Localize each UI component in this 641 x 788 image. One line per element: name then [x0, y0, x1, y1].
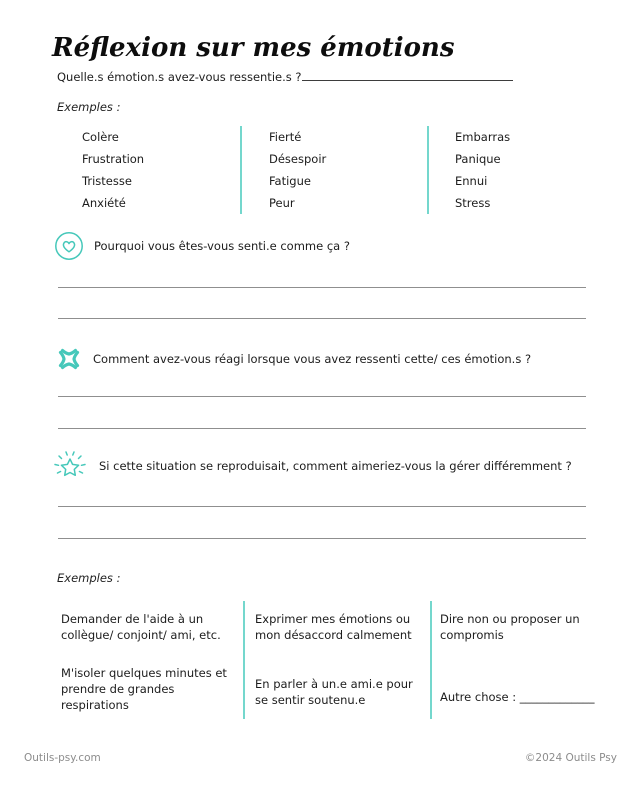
emotion-item: Panique	[455, 152, 501, 166]
emotion-item: Désespoir	[269, 152, 327, 166]
emotions-examples-table	[57, 126, 586, 214]
emotion-item: Stress	[455, 196, 491, 210]
question-emotions-felt	[57, 68, 513, 84]
emotion-item: Ennui	[455, 174, 488, 188]
emotion-item: Frustration	[82, 152, 145, 166]
page-title: Réflexion sur mes émotions	[52, 33, 455, 64]
examples-heading-strategies: Exemples :	[57, 571, 121, 585]
question-how-reacted	[55, 344, 531, 374]
answer-line	[58, 428, 586, 429]
answer-blank-line	[302, 68, 513, 81]
answer-line	[58, 506, 586, 507]
heart-circle-icon	[54, 231, 84, 261]
emotion-item: Colère	[82, 130, 119, 144]
strategy-item: Demander de l'aide à un collègue/ conjoint/ ami, etc.	[61, 612, 221, 642]
emotions-column-1	[57, 126, 240, 214]
footer-site-url: Outils-psy.com	[24, 752, 101, 764]
strategy-item: Exprimer mes émotions ou mon désaccord calmement	[255, 612, 412, 642]
answer-line	[58, 287, 586, 288]
strategy-item: En parler à un.e ami.e pour se sentir soutenu.e	[255, 677, 413, 707]
question-why-felt	[54, 230, 350, 262]
emotions-column-2	[240, 126, 427, 214]
strategies-column-2	[243, 601, 430, 719]
strategy-item: M'isoler quelques minutes et prendre de grandes respirations	[61, 666, 227, 712]
question-emotions-felt-label: Quelle.s émotion.s avez-vous ressentie.s ?	[57, 70, 302, 84]
examples-heading-emotions: Exemples :	[57, 100, 121, 114]
emotion-item: Peur	[269, 196, 295, 210]
question-handle-differently	[51, 447, 572, 485]
strategies-column-3	[430, 601, 595, 719]
question-why-felt-label: Pourquoi vous êtes-vous senti.e comme ça ?	[94, 239, 350, 253]
question-how-reacted-label: Comment avez-vous réagi lorsque vous avez ressenti cette/ ces émotion.s ?	[93, 352, 532, 366]
strategy-item-other: Autre chose : _____________	[440, 690, 595, 704]
sparkle-star-icon	[51, 448, 89, 484]
impact-icon	[55, 345, 83, 373]
emotion-item: Anxiété	[82, 196, 126, 210]
emotion-item: Embarras	[455, 130, 511, 144]
answer-line	[58, 538, 586, 539]
emotions-column-3	[427, 126, 586, 214]
question-handle-differently-label: Si cette situation se reproduisait, comment aimeriez-vous la gérer différemment ?	[99, 459, 572, 473]
answer-line	[58, 396, 586, 397]
emotion-item: Tristesse	[82, 174, 132, 188]
strategies-examples-table	[57, 601, 595, 719]
emotion-item: Fatigue	[269, 174, 311, 188]
emotion-item: Fierté	[269, 130, 302, 144]
answer-line	[58, 318, 586, 319]
footer-copyright: ©2024 Outils Psy	[524, 752, 617, 764]
strategy-item: Dire non ou proposer un compromis	[440, 612, 580, 642]
strategies-column-1	[57, 601, 243, 719]
